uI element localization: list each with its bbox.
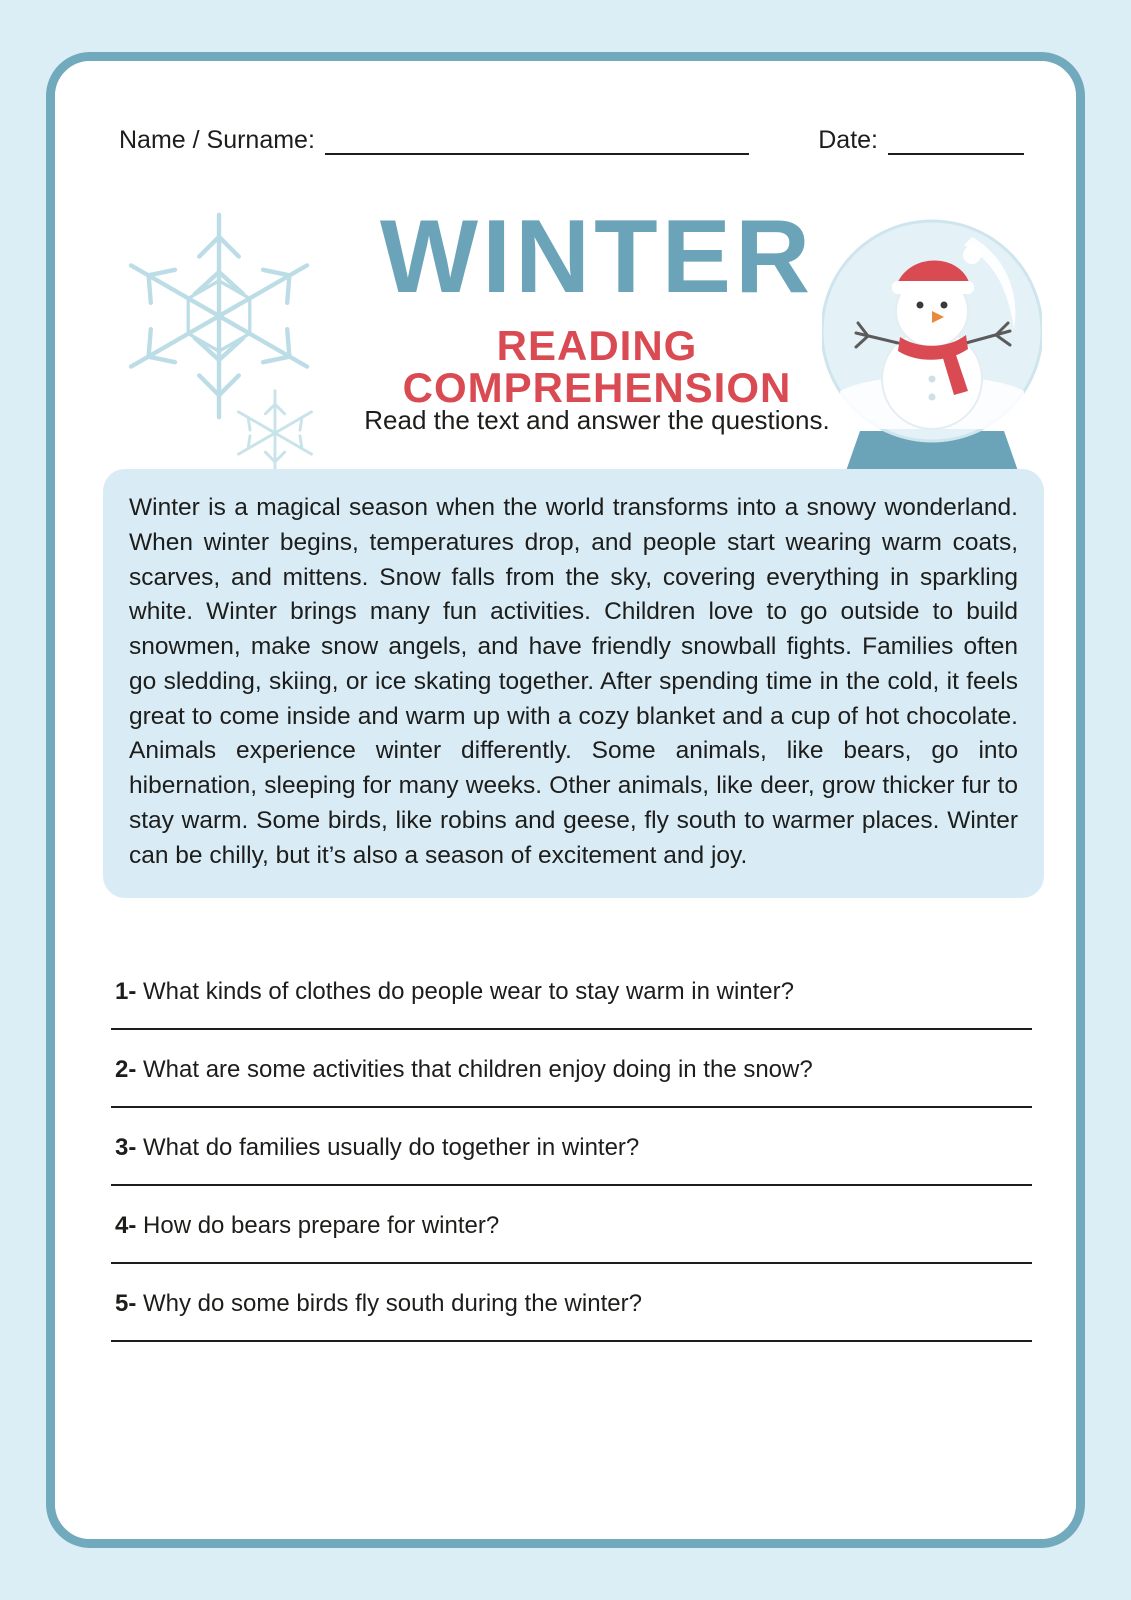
title-block xyxy=(67,173,1064,503)
instruction-text: Read the text and answer the questions. xyxy=(364,405,830,435)
question-number: 1- xyxy=(115,978,137,1005)
answer-line[interactable] xyxy=(111,1106,1032,1108)
question-text xyxy=(109,978,1034,1006)
question-number: 5- xyxy=(115,1290,137,1317)
reading-passage: Winter is a magical season when the world transforms into a snowy wonderland. When winter begins, temperatures drop, and people start wearing warm coats, scarves, and mittens. Snow falls from the sky, covering everything in sparkling white. Winter brings many fun activities. Children love to go outside to build snowmen, make snow angels, and have friendly snowball fights. Families often go sledding, skiing, or ice skating together. After spending time in the cold, it feels great to come inside and warm up with a cozy blanket and a cup of hot chocolate. Animals experience winter differently. Some animals, like bears, go into hibernation, sleeping for many weeks. Other animals, like deer, grow thicker fur to stay warm. Some birds, like robins and geese, fly south to warmer places. Winter can be chilly, but it’s also a season of excitement and joy. xyxy=(103,469,1044,898)
question-text xyxy=(109,1212,1034,1240)
question-body: What kinds of clothes do people wear to stay warm in winter? xyxy=(143,978,794,1005)
question-number: 2- xyxy=(115,1056,137,1083)
question-body: Why do some birds fly south during the winter? xyxy=(143,1290,642,1317)
student-info-row xyxy=(119,115,1024,155)
question-text xyxy=(109,1056,1034,1084)
question-item xyxy=(109,1134,1034,1186)
question-body: How do bears prepare for winter? xyxy=(143,1212,500,1239)
name-input[interactable] xyxy=(325,129,749,155)
question-list xyxy=(109,978,1034,1368)
answer-line[interactable] xyxy=(111,1184,1032,1186)
question-text xyxy=(109,1290,1034,1318)
answer-line[interactable] xyxy=(111,1340,1032,1342)
page-title: WINTER xyxy=(379,199,815,315)
question-item xyxy=(109,1290,1034,1342)
answer-line[interactable] xyxy=(111,1028,1032,1030)
question-item xyxy=(109,978,1034,1030)
question-body: What are some activities that children enjoy doing in the snow? xyxy=(143,1056,813,1083)
worksheet-sheet xyxy=(55,61,1076,1539)
page-subtitle: READING COMPREHENSION xyxy=(402,322,792,411)
name-label: Name / Surname: xyxy=(119,126,315,154)
question-item xyxy=(109,1056,1034,1108)
worksheet-page xyxy=(46,52,1085,1548)
question-item xyxy=(109,1212,1034,1264)
question-body: What do families usually do together in winter? xyxy=(143,1134,640,1161)
question-text xyxy=(109,1134,1034,1162)
question-number: 3- xyxy=(115,1134,137,1161)
date-input[interactable] xyxy=(888,129,1024,155)
date-label: Date: xyxy=(818,126,878,154)
answer-line[interactable] xyxy=(111,1262,1032,1264)
question-number: 4- xyxy=(115,1212,137,1239)
